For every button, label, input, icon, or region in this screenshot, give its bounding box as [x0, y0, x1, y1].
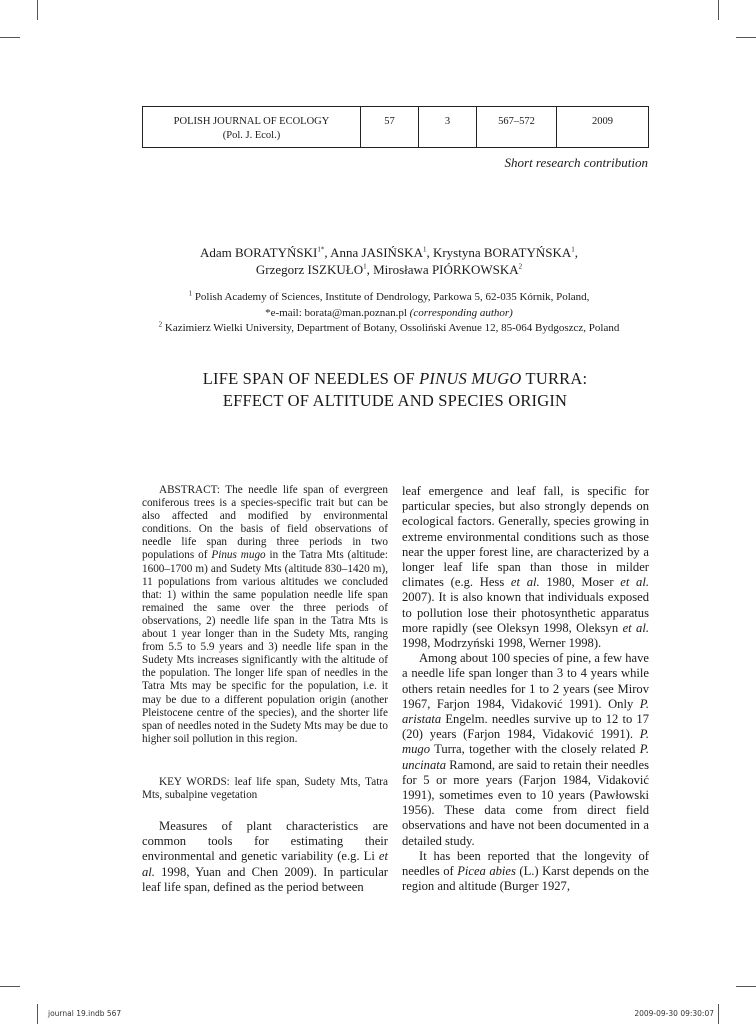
email-text: *e-mail: borata@man.poznan.pl — [265, 306, 410, 319]
email-note: (corresponding author) — [409, 306, 513, 319]
affiliation-2 — [100, 321, 678, 337]
body-text: 1980, Moser — [539, 575, 621, 590]
intro-paragraph — [142, 819, 388, 895]
abstract — [142, 484, 388, 746]
affiliation-sup: 2 — [158, 320, 163, 329]
title-species: PINUS MUGO — [419, 369, 522, 388]
affiliations — [100, 290, 678, 337]
abstract-italic: Pinus mugo — [211, 549, 266, 562]
body-text: 1998, Modrzyński 1998, Werner 1998). — [402, 636, 602, 651]
author-sup: 1 — [571, 245, 575, 254]
body-text: Measures of plant characteristics are common tools for estimating their environmental and genetic variability (e.g. Li — [142, 819, 388, 864]
author-name: Adam BORATYŃSKI — [199, 245, 318, 260]
abstract-text: The needle life span of evergreen coniferous trees is a species-specific trait but can be also affected and modified by environmental conditions. On the basis of field observations of needle life span during three periods in two populations of — [142, 484, 388, 562]
body-italic: P. uncinata — [402, 742, 649, 772]
title-text: TURRA: — [521, 369, 588, 388]
print-file-info: journal 19.indb 567 — [48, 1009, 122, 1018]
keywords-text: leaf life span, Sudety Mts, Tatra Mts, subalpine vegetation — [142, 775, 388, 801]
body-text: (L.) Karst depends on the region and altitude (Burger 1927, — [402, 864, 649, 894]
left-column — [142, 484, 388, 895]
affiliation-1 — [100, 290, 678, 306]
journal-volume: 57 — [361, 107, 419, 148]
body-paragraph — [402, 849, 649, 895]
crop-mark — [718, 0, 719, 20]
affiliation-text: Polish Academy of Sciences, Institute of Dendrology, Parkowa 5, 62-035 Kórnik, Poland, — [192, 291, 590, 303]
article-title — [100, 368, 690, 412]
author-sup: 1* — [317, 245, 325, 254]
keywords-label: KEY WORDS: — [159, 775, 235, 788]
author-sep: , — [574, 245, 579, 260]
crop-mark — [0, 37, 20, 38]
journal-issue: 3 — [419, 107, 477, 148]
journal-pages: 567–572 — [477, 107, 557, 148]
body-italic: et al. — [510, 575, 540, 590]
body-text: Turra, together with the closely related — [430, 742, 640, 757]
affiliation-sup: 1 — [188, 289, 193, 298]
author-name: , Krystyna BORATYŃSKA — [426, 245, 572, 260]
journal-name: POLISH JOURNAL OF ECOLOGY — [173, 116, 330, 127]
journal-year: 2009 — [557, 107, 649, 148]
body-italic: P. aristata — [402, 696, 649, 727]
author-sup: 2 — [518, 262, 523, 271]
crop-mark — [736, 986, 756, 987]
body-italic: et al. — [620, 575, 649, 590]
affiliation-text: Kazimierz Wielki University, Department of Botany, Ossoliński Avenue 12, 85-064 Bydgoszcz, Poland — [162, 322, 620, 334]
crop-mark — [37, 1004, 38, 1024]
title-text: LIFE SPAN OF NEEDLES OF — [202, 369, 420, 388]
journal-header-table — [142, 106, 649, 148]
title-text: EFFECT OF ALTITUDE AND SPECIES ORIGIN — [222, 391, 568, 410]
body-text: Engelm. needles survive up to 12 to 17 (20) years (Farjon 1984, Vidaković 1991). — [402, 712, 649, 742]
body-text: 2007). It is also known that individuals exposed to pollution lose their photosynthetic apparatus more rapidly (see Oleksyn 1998, Oleksyn — [402, 590, 649, 635]
author-name: , Mirosława PIÓRKOWSKA — [366, 262, 519, 277]
journal-abbrev: (Pol. J. Ecol.) — [222, 130, 281, 141]
body-italic: et al. — [622, 620, 650, 635]
body-italic: et al. — [142, 849, 388, 879]
crop-mark — [37, 0, 38, 20]
crop-mark — [718, 1004, 719, 1024]
crop-mark — [736, 37, 756, 38]
body-italic: P. mugo — [402, 727, 649, 757]
abstract-label: ABSTRACT: — [159, 484, 226, 496]
body-text: It has been reported that the longevity of needles of — [402, 848, 649, 879]
corresponding-email — [100, 306, 678, 322]
author-name: Grzegorz ISZKUŁO — [255, 262, 364, 277]
body-paragraph — [402, 484, 649, 651]
body-text: 1998, Yuan and Chen 2009). In particular leaf life span, defined as the period between — [142, 864, 388, 894]
right-column — [402, 484, 649, 894]
abstract-text: in the Tatra Mts (altitude: 1600–1700 m) and Sudety Mts (altitude 830–1420 m), 11 populations from various altitudes we concluded that: 1) within the same population needle life span remained the same over the three periods of observations, 2) needle life span in the Tatra Mts is about 1 year longer than in the Sudety Mts, ranging from 5.5 to 5.9 years and 3) needle life span in the Sudety Mts increases significantly with the altitude of the population. The longer life span of needles in the Tatra Mts may be specific for the population, i.e. it may be due to a different population origin (another Pleistocene centre of the species), and the shorter life span of needles noted in the Sudety Mts may be due to higher soil pollution in this region. — [142, 549, 389, 745]
body-text: leaf emergence and leaf fall, is specific for particular species, but also strongly depends on ecological factors. Generally, species growing in extreme environmental conditions such as those near the upper forest line, are characterized by a longer leaf life span than those in milder climates (e.g. Hess — [402, 484, 649, 590]
body-paragraph — [402, 651, 649, 849]
author-sup: 1 — [422, 245, 427, 254]
author-sup: 1 — [363, 262, 367, 271]
body-text: Ramond, are said to retain their needles for 5 or more years (Farjon 1984, Vidaković 1991), sometimes even to 10 years (Pawłowski 1956). These data come from direct field observations and have not been documented in a detailed study. — [402, 757, 649, 848]
author-name: , Anna JASIŃSKA — [324, 245, 423, 260]
article-type: Short research contribution — [504, 155, 648, 170]
author-list — [100, 244, 678, 278]
keywords — [142, 776, 388, 802]
print-timestamp: 2009-09-30 09:30:07 — [634, 1009, 714, 1018]
body-italic: Picea abies — [457, 864, 516, 879]
body-text: Among about 100 species of pine, a few have a needle life span longer than 3 to 4 years while others retain needles for 1 to 2 years (see Mirov 1967, Farjon 1984, Vidaković 1991). Only — [402, 651, 649, 711]
crop-mark — [0, 986, 20, 987]
journal-name-cell — [143, 107, 361, 148]
